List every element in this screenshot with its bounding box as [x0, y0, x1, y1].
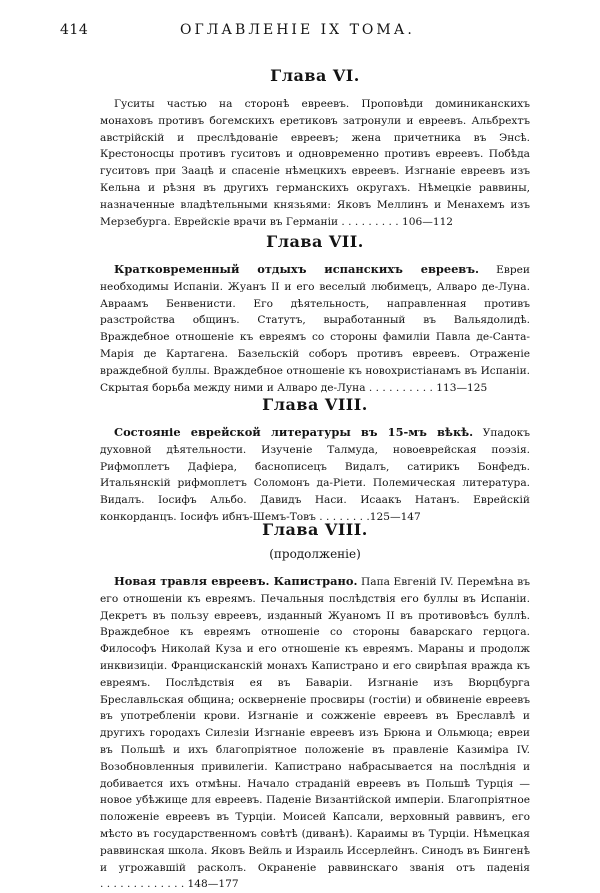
chapter-lead: Кратковременный отдыхъ испанскихъ евреевъ. — [114, 262, 479, 276]
chapter-text: Гуситы частью на сторонѣ евреевъ. Проповѣди доминиканскихъ монаховъ противъ богемскихъ еретиковъ затронули и евреевъ. Альбрехтъ австрійскій и преслѣдованіе евреевъ; жена причетника въ Энсѣ. Крестоносцы противъ гуситовъ и одновременно противъ евреевъ. Побѣда гуситовъ при Заацѣ и спасеніе нѣмецкихъ евреевъ. Изгнаніе евреевъ изъ Кельна и рѣзня въ другихъ германскихъ округахъ. Нѣмецкіе раввины, назначенные владѣтельными князьями: Яковъ Меллинъ и Менахемъ изъ Мерзебурга. Еврейскіе врачи въ Германіи — [100, 98, 530, 228]
page-range: . . . . . . . . . 106—112 — [338, 215, 454, 228]
chapter-text: Упадокъ духовной дѣятельности. Изученіе Талмуда, новоеврейская поэзія. Рифмоплетъ Дафіера, баснописецъ Видалъ, сатирикъ Бонфедъ. Итальянскій рифмоплетъ Соломонъ да-Ріети. Полемическая литература. Видалъ. Іосифъ Альбо. Давидъ Наси. Исаакъ Натанъ. Еврейскій конкорданцъ. Іосифъ ибнъ-Шемъ-Товъ — [100, 427, 530, 523]
chapter-summary — [100, 424, 530, 526]
chapter-text: Евреи необходимы Испаніи. Жуанъ II и его веселый любимецъ, Алваро де-Луна. Авраамъ Бенвенисти. Его дѣятельность, направленная противъ разстройства общинъ. Статутъ, выработанный въ Вальядолидѣ. Враждебное отношеніе къ евреямъ со стороны фамиліи Павла де-Санта-Марія де Картагена. Базельскій соборъ противъ евреевъ. Отраженіе враждебной буллы. Враждебное отношеніе къ новохристіанамъ въ Испаніи. Скрытая борьба между ними и Алваро де-Луна — [100, 264, 530, 394]
chapter-summary — [100, 95, 530, 230]
running-title: ОГЛАВЛЕНІЕ IX ТОМА. — [180, 22, 415, 38]
chapter-summary — [100, 573, 530, 893]
chapter-title: Глава VIII. — [262, 395, 368, 414]
chapter-8 — [100, 395, 530, 526]
chapter-title: Глава VI. — [270, 66, 360, 85]
chapter-lead: Новая травля евреевъ. Капистрано. — [114, 574, 358, 588]
chapter-summary — [100, 261, 530, 396]
chapter-7 — [100, 232, 530, 396]
chapter-6 — [100, 66, 530, 230]
page-range: . . . . . . . . . . 113—125 — [365, 381, 488, 394]
chapter-title: Глава VIII. — [262, 520, 368, 539]
page-number: 414 — [60, 22, 89, 38]
chapter-text: Папа Евгеній IV. Перемѣна въ его отношеніи къ евреямъ. Печальныя послѣдствія его буллы въ Испаніи. Декретъ въ пользу евреевъ, изданный Жуаномъ II въ противовѣсъ буллѣ. Враждебное къ евреямъ отношеніе со стороны баварскаго герцога. Философъ Николай Куза и его отношеніе къ евреямъ. Мараны и продолж инквизиціи. Францисканскій монахъ Капистрано и его свирѣпая вражда къ евреямъ. Послѣдствія ея въ Баваріи. Изгнаніе изъ Вюрцбурга Бреславльская община; оскверненіе просвиры (гостіи) и обвиненіе евреевъ въ употребленіи крови. Изгнаніе и сожженіе евреевъ въ Бреславлѣ и другихъ городахъ Силезіи Изгнаніе евреевъ изъ Брюна и Ольмюца; евреи въ Польшѣ и ихъ благопріятное положеніе въ правленіе Казиміра IV. Возобновленныя привилегіи. Капистрано набрасывается на послѣднія и добивается ихъ отмѣны. Начало страданій евреевъ въ Польшѣ Турція —новое убѣжище для евреевъ. Паденіе Византійской имперіи. Благопріятное положеніе евреевъ въ Турціи. Моисей Капсали, верховный раввинъ, его мѣсто въ государственномъ совѣтѣ (диванѣ). Караимы въ Турціи. Нѣмецкая раввинская школа. Яковъ Вейль и Израиль Иссерлейнъ. Синодъ въ Бингенѣ и угрожавшій расколъ. Окраненіе раввинскаго званія отъ паденія — [100, 576, 531, 874]
page-range: . . . . . . . . . . . . . 148—177 — [100, 878, 239, 891]
page-range: . . . . . . . .125—147 — [315, 510, 421, 523]
chapter-lead: Состояніе еврейской литературы въ 15-мъ вѣкѣ. — [114, 425, 474, 439]
chapter-8-continued — [100, 520, 530, 893]
chapter-title: Глава VII. — [266, 232, 364, 251]
chapter-subtitle: (продолженіе) — [269, 547, 361, 561]
